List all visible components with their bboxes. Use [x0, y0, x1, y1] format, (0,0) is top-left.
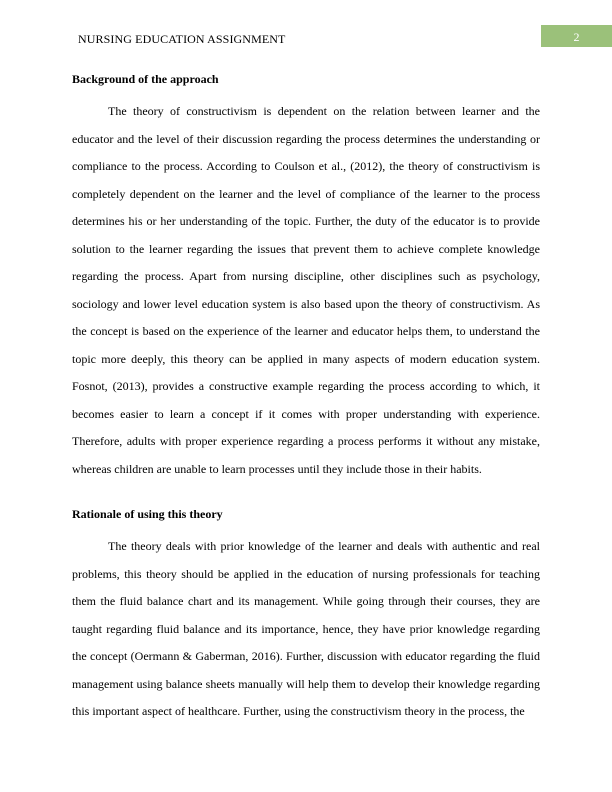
running-head: NURSING EDUCATION ASSIGNMENT: [78, 32, 286, 46]
section-heading-rationale: Rationale of using this theory: [72, 507, 223, 521]
body-paragraph-rationale: The theory deals with prior knowledge of the learner and deals with authentic and real problems, this theory should be applied in the education of nursing professionals for teaching them the fluid balance chart and its management. While going through their courses, they are taught regarding fluid balance and its importance, hence, they have prior knowledge regarding the concept (Oermann & Gaberman, 2016). Further, discussion with educator regarding the fluid management using balance sheets manually will help them to develop their knowledge regarding this important aspect of healthcare. Further, using the constructivism theory in the process, the: [72, 539, 540, 718]
page-number: 2: [573, 30, 580, 44]
section-heading-background: Background of the approach: [72, 72, 219, 86]
body-paragraph-background: The theory of constructivism is dependent on the relation between learner and the educator and the level of their discussion regarding the process determines the understanding or compliance to the process. According to Coulson et al., (2012), the theory of constructivism is completely dependent on the learner and the level of compliance of the learner to the process determines his or her understanding of the topic. Further, the duty of the educator is to provide solution to the learner regarding the issues that prevent them to achieve complete knowledge regarding the process. Apart from nursing discipline, other disciplines such as psychology, sociology and lower level education system is also based upon the theory of constructivism. As the concept is based on the experience of the learner and educator helps them, to understand the topic more deeply, this theory can be applied in many aspects of modern education system. Fosnot, (2013), provides a constructive example regarding the process according to which, it becomes easier to learn a concept if it comes with proper understanding with experience. Therefore, adults with proper experience regarding a process performs it without any mistake, whereas children are unable to learn processes until they include those in their habits.: [72, 104, 540, 476]
page-number-box: [541, 25, 612, 47]
